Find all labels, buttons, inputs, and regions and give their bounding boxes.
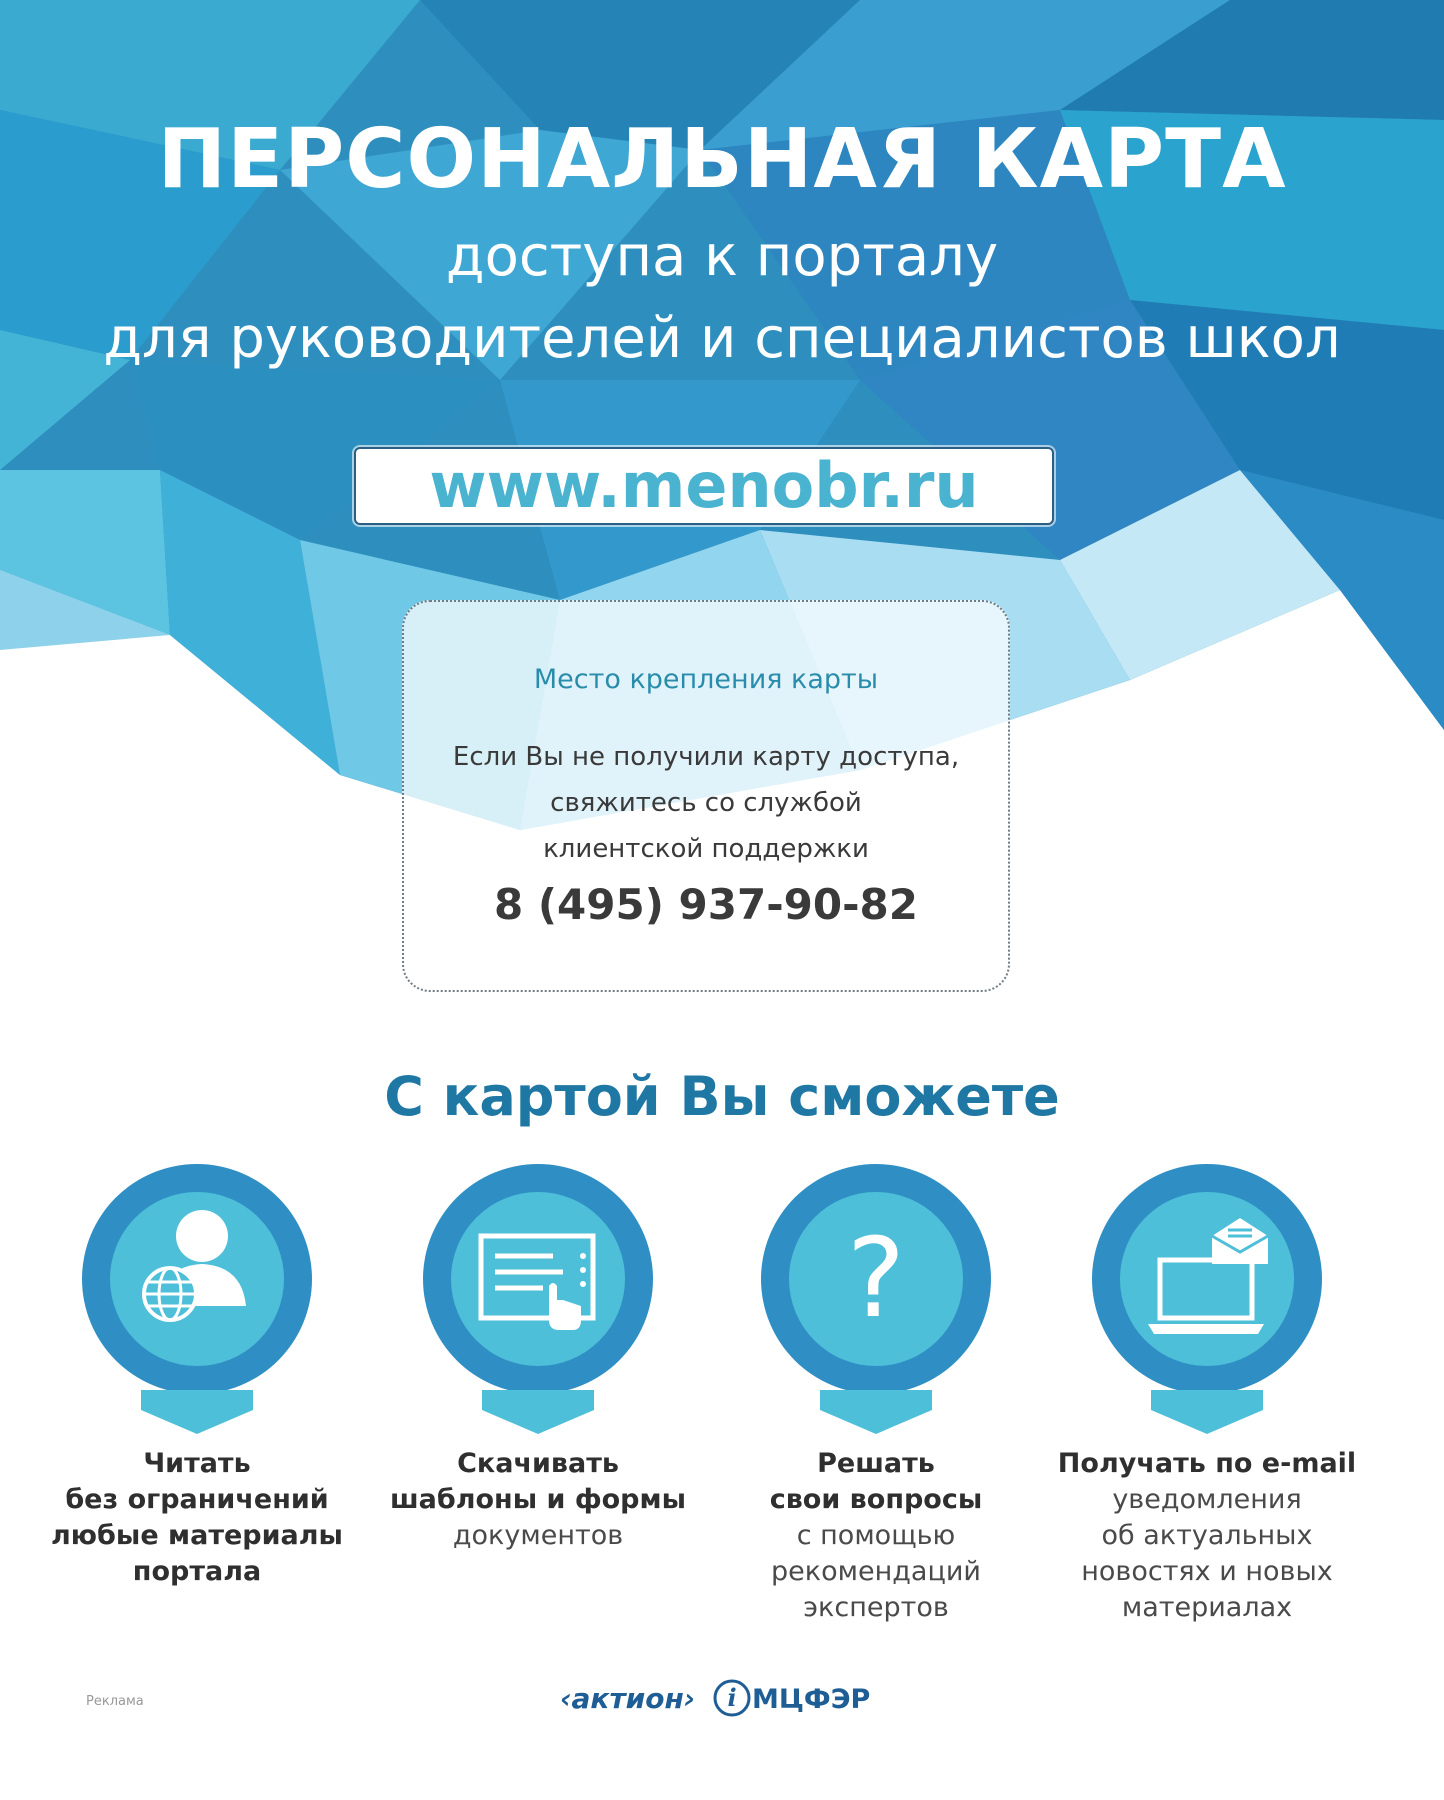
feature-2-text <box>378 1446 698 1554</box>
svg-text:?: ? <box>846 1214 906 1342</box>
laptop-envelope-icon <box>1092 1164 1322 1394</box>
feature-4-line4: новостях и новых <box>1081 1556 1333 1587</box>
feature-1-text <box>37 1446 357 1590</box>
feature-4-line1: Получать по e-mail <box>1057 1448 1357 1479</box>
portal-url-link[interactable]: www.menobr.ru <box>354 447 1054 525</box>
card-slot-text-line1: Если Вы не получили карту доступа, <box>452 742 960 772</box>
feature-3-line4: рекомендаций <box>771 1556 981 1587</box>
feature-3-line2: свои вопросы <box>769 1484 983 1515</box>
card-slot-text-line2: свяжитесь со службой <box>550 788 862 818</box>
card-slot-text-line3: клиентской поддержки <box>543 834 869 864</box>
feature-4-pointer <box>1151 1390 1263 1434</box>
features-title: С картой Вы сможете <box>384 1065 1060 1128</box>
feature-3-line3: с помощью <box>796 1520 956 1551</box>
feature-3-line1: Решать <box>817 1448 935 1479</box>
feature-1-circle <box>82 1164 312 1394</box>
mcfer-logo: МЦФЭР <box>752 1684 871 1715</box>
feature-1-line3: любые материалы <box>51 1520 343 1551</box>
mcfer-emblem-icon <box>712 1678 752 1718</box>
feature-3-line5: экспертов <box>803 1592 949 1623</box>
feature-4-line3: об актуальных <box>1101 1520 1313 1551</box>
screen-pointer-icon <box>423 1164 653 1394</box>
feature-2-line1: Скачивать <box>457 1448 619 1479</box>
feature-4-line5: материалах <box>1121 1592 1293 1623</box>
aktion-logo: ‹актион› <box>560 1682 696 1715</box>
feature-4-line2: уведомления <box>1112 1484 1302 1515</box>
feature-3-pointer <box>820 1390 932 1434</box>
feature-2-pointer <box>482 1390 594 1434</box>
ad-label: Реклама <box>86 1694 144 1709</box>
feature-1-pointer <box>141 1390 253 1434</box>
feature-4-circle <box>1092 1164 1322 1394</box>
svg-text:i: i <box>727 1683 737 1712</box>
feature-2-line3: документов <box>452 1520 624 1551</box>
card-slot-title: Место крепления карты <box>533 664 879 695</box>
feature-2-line2: шаблоны и формы <box>389 1484 686 1515</box>
feature-1-line1: Читать <box>143 1448 251 1479</box>
page-title: ПЕРСОНАЛЬНАЯ КАРТА <box>157 112 1287 207</box>
user-globe-icon <box>82 1164 312 1394</box>
question-icon <box>761 1164 991 1394</box>
feature-2-circle <box>423 1164 653 1394</box>
feature-4-text <box>1047 1446 1367 1626</box>
feature-1-line4: портала <box>132 1556 262 1587</box>
feature-1-line2: без ограничений <box>65 1484 329 1515</box>
feature-3-circle <box>761 1164 991 1394</box>
page-subtitle-line1: доступа к порталу <box>445 224 999 289</box>
support-phone: 8 (495) 937-90-82 <box>494 880 918 929</box>
page-subtitle-line2: для руководителей и специалистов школ <box>103 306 1341 371</box>
feature-3-text <box>716 1446 1036 1626</box>
